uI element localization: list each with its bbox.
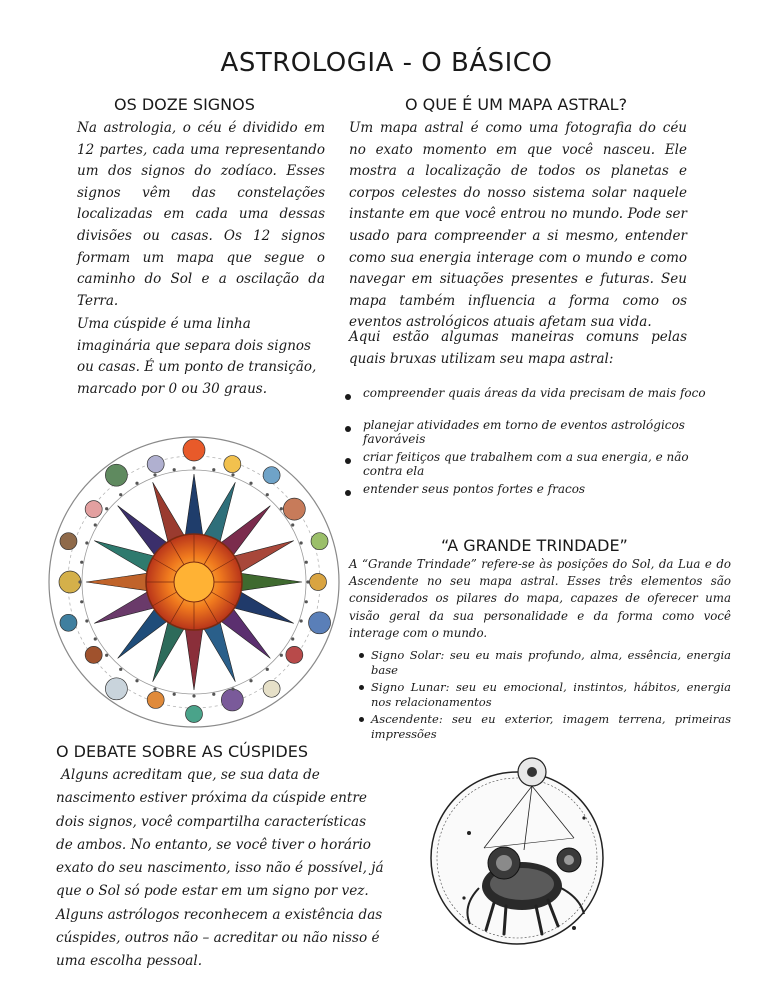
list-item: Ascendente: seu eu exterior, imagem terrena, primeiras impressões xyxy=(349,712,731,742)
planet xyxy=(59,571,81,593)
planet xyxy=(183,439,205,461)
planet xyxy=(60,614,77,631)
debate-paragraph: Alguns acreditam que, se sua data de nascimento estiver próxima da cúspide entre dois signos, você compartilha características de ambos. No entanto, se você tiver o horário exato do seu nascimento, isso não é possível, já que o Sol só pode estar em um signo por vez. Alguns astrólogos reconhecem a existência das cúspides, outros não – acreditar ou não nisso é uma escolha pessoal. xyxy=(56,767,384,970)
trinity-list xyxy=(349,648,731,744)
planet xyxy=(309,612,331,634)
debate-heading: O DEBATE SOBRE AS CÚSPIDES xyxy=(56,742,308,761)
star-ray xyxy=(185,627,203,690)
trinity-heading: “A GRANDE TRINDADE” xyxy=(441,536,628,555)
star-ray xyxy=(153,620,185,682)
star-ray xyxy=(185,474,203,537)
planet xyxy=(286,646,303,663)
planet xyxy=(105,464,127,486)
chart-heading: O QUE É UM MAPA ASTRAL? xyxy=(405,95,628,114)
star-ray xyxy=(203,482,235,544)
planet xyxy=(105,678,127,700)
star-ray xyxy=(232,541,294,573)
engraving-illustration xyxy=(424,738,610,970)
chart-uses-list xyxy=(343,386,723,504)
planet xyxy=(263,467,280,484)
signs-heading: OS DOZE SIGNOS xyxy=(114,95,255,114)
trinity-paragraph: A “Grande Trindade” refere-se às posições do Sol, da Lua e do Ascendente no seu mapa astral. Esses três elementos são considerados os pilares do mapa, capazes de oferecer uma visão geral da sua personalidade e da forma como você interage com o mundo. xyxy=(349,557,731,640)
planet xyxy=(310,574,327,591)
page-title: ASTROLOGIA - O BÁSICO xyxy=(220,48,553,78)
planet xyxy=(283,498,305,520)
planet xyxy=(60,533,77,550)
list-item: criar feitiços que trabalhem com a sua energia, e não contra ela xyxy=(343,450,723,472)
chart-paragraph: Um mapa astral é como uma fotografia do céu no exato momento em que você nasceu. Ele mostra a localização de todos os planetas e corpos celestes do nosso sistema solar naquele instante em que você entrou no mundo. Pode ser usado para compreender a si mesmo, entender como sua energia interage com o mundo e como navegar em situações presentes e futuras. Seu mapa também influencia a forma como os eventos astrológicos atuais afetam sua vida. xyxy=(349,120,687,331)
signs-paragraph: Na astrologia, o céu é dividido em 12 partes, cada uma representando um dos signos do zodíaco. Esses signos vêm das constelações localizadas em cada uma dessas divisões ou casas. Os 12 signos formam um mapa que segue o caminho do Sol e a oscilação da Terra. xyxy=(77,120,325,309)
planet xyxy=(263,680,280,697)
list-item: entender seus pontos fortes e fracos xyxy=(343,482,723,504)
chart-intro: Aqui estão algumas maneiras comuns pelas quais bruxas utilizam seu mapa astral: xyxy=(349,329,687,367)
star-ray xyxy=(203,620,235,682)
planet xyxy=(186,706,203,723)
star-ray xyxy=(232,591,294,623)
planet xyxy=(221,689,243,711)
planet xyxy=(85,501,102,518)
list-item: Signo Solar: seu eu mais profundo, alma, essência, energia base xyxy=(349,648,731,678)
list-item: Signo Lunar: seu eu emocional, instintos, hábitos, energia nos relacionamentos xyxy=(349,680,731,710)
planet xyxy=(147,456,164,473)
zodiac-wheel-illustration xyxy=(45,432,343,732)
planet xyxy=(311,533,328,550)
planet xyxy=(224,456,241,473)
star-ray xyxy=(94,591,156,623)
star-ray xyxy=(94,541,156,573)
star-ray xyxy=(86,573,149,591)
planet xyxy=(147,691,164,708)
star-ray xyxy=(153,482,185,544)
star-ray xyxy=(239,573,302,591)
cusp-paragraph: Uma cúspide é uma linha imaginária que separa dois signos ou casas. É um ponto de transição, marcado por 0 ou 30 graus. xyxy=(77,316,317,397)
planet xyxy=(85,646,102,663)
list-item: compreender quais áreas da vida precisam de mais foco xyxy=(343,386,723,408)
list-item: planejar atividades em torno de eventos astrológicos favoráveis xyxy=(343,418,723,440)
